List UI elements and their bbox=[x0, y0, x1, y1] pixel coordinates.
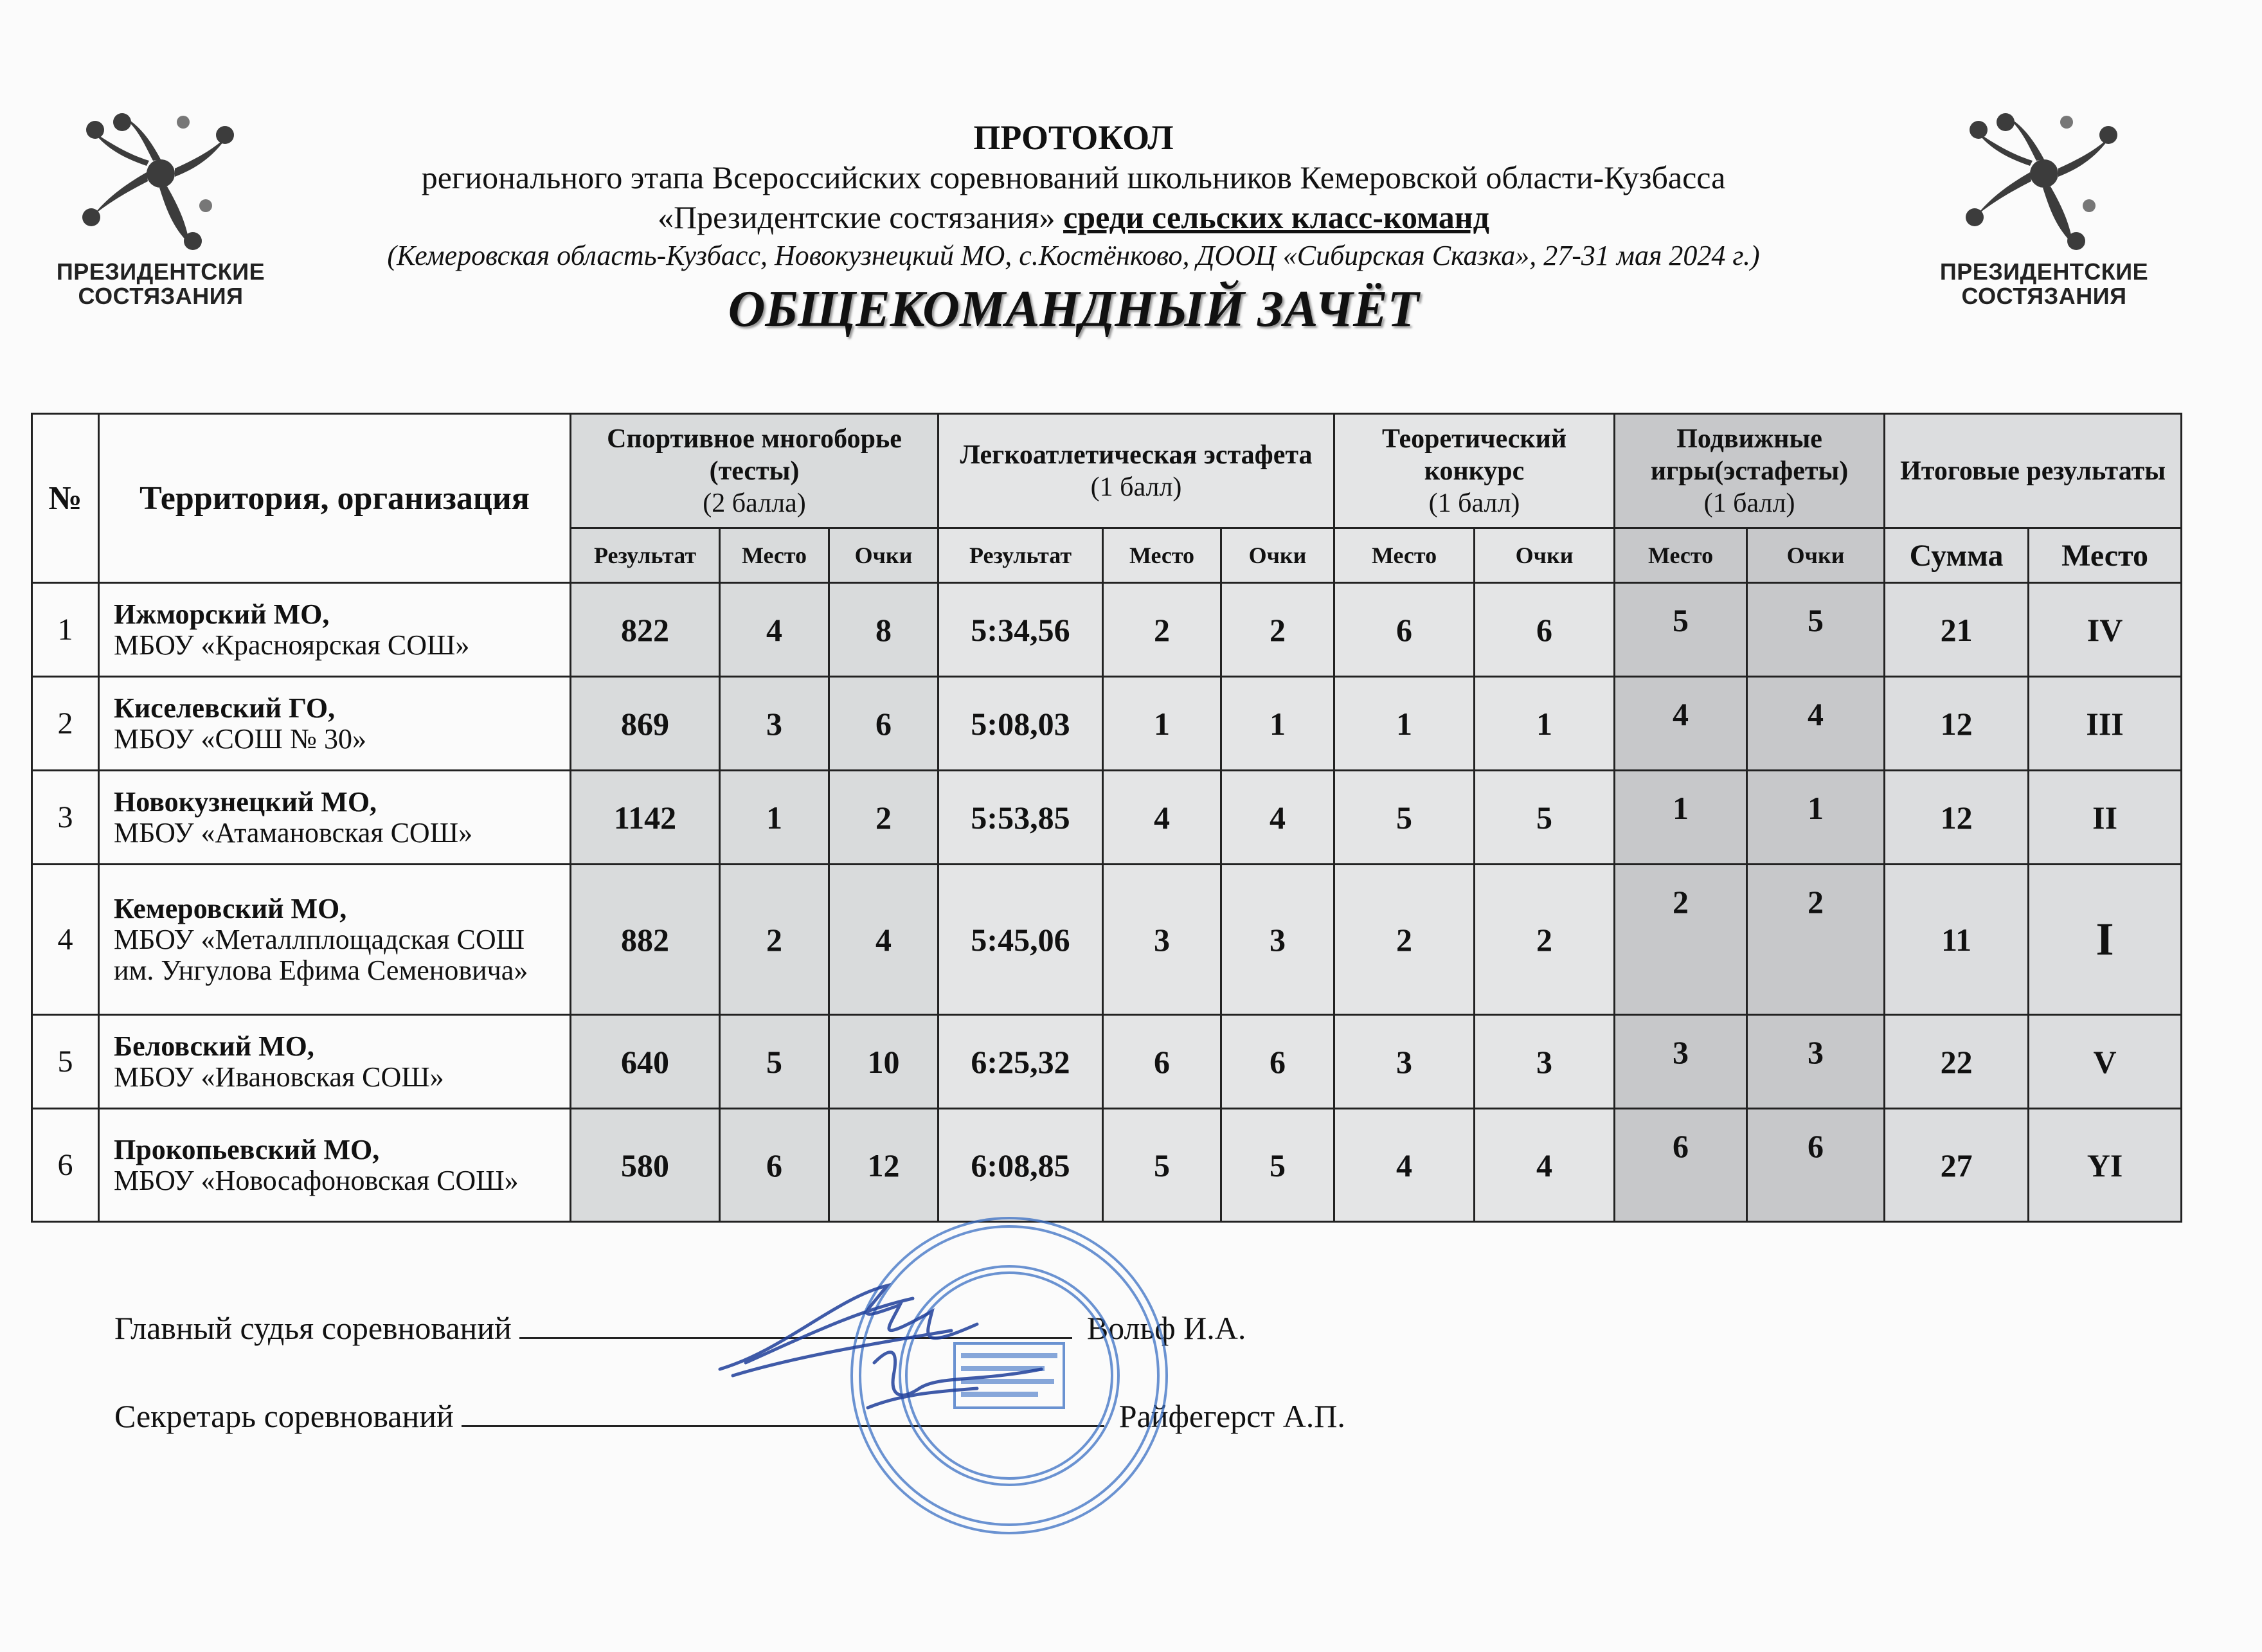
cell-relay-result: 5:45,06 bbox=[938, 865, 1103, 1015]
heading-line2 bbox=[270, 197, 1877, 237]
cell-games-place: 4 bbox=[1615, 677, 1747, 771]
row-organization bbox=[99, 677, 571, 771]
cell-multi-result: 869 bbox=[571, 677, 720, 771]
document-heading bbox=[270, 118, 1877, 341]
cell-multi-place: 2 bbox=[720, 865, 829, 1015]
cell-relay-place: 2 bbox=[1103, 583, 1221, 677]
cell-relay-result: 5:08,03 bbox=[938, 677, 1103, 771]
cell-final-place: IV bbox=[2029, 583, 2182, 677]
row-organization bbox=[99, 583, 571, 677]
row-organization bbox=[99, 1015, 571, 1109]
cell-theory-points: 3 bbox=[1475, 1015, 1615, 1109]
header-group-multisport bbox=[571, 414, 938, 528]
sub-place: Место bbox=[720, 528, 829, 583]
cell-relay-place: 1 bbox=[1103, 677, 1221, 771]
group-title: Теоретический конкурс bbox=[1382, 424, 1567, 486]
cell-final-place: I bbox=[2029, 865, 2182, 1015]
row-organization bbox=[99, 1109, 571, 1222]
header-group-relay bbox=[938, 414, 1334, 528]
row-territory: Ижморский МО, bbox=[114, 598, 330, 630]
cell-relay-points: 6 bbox=[1221, 1015, 1334, 1109]
cell-multi-points: 8 bbox=[829, 583, 938, 677]
cell-multi-place: 5 bbox=[720, 1015, 829, 1109]
cell-final-place: V bbox=[2029, 1015, 2182, 1109]
cell-theory-points: 6 bbox=[1475, 583, 1615, 677]
row-num: 2 bbox=[32, 677, 99, 771]
cell-sum: 11 bbox=[1885, 865, 2029, 1015]
logo-left bbox=[55, 96, 267, 341]
cell-relay-result: 6:08,85 bbox=[938, 1109, 1103, 1222]
sub-points: Очки bbox=[1475, 528, 1615, 583]
row-num: 6 bbox=[32, 1109, 99, 1222]
sub-final-place: Место bbox=[2029, 528, 2182, 583]
cell-multi-points: 12 bbox=[829, 1109, 938, 1222]
logo-text-line2: СОСТЯЗАНИЯ bbox=[78, 283, 244, 309]
cell-final-place: III bbox=[2029, 677, 2182, 771]
emblem-icon bbox=[1961, 96, 2128, 251]
heading-location: (Кемеровская область-Кузбасс, Новокузнецкий МО, с.Костёнково, ДООЦ «Сибирская Сказка», 27-31 мая 2024 г.) bbox=[387, 240, 1760, 271]
cell-multi-place: 3 bbox=[720, 677, 829, 771]
cell-theory-points: 2 bbox=[1475, 865, 1615, 1015]
row-num: 1 bbox=[32, 583, 99, 677]
cell-games-points: 5 bbox=[1747, 583, 1885, 677]
group-points: (1 балл) bbox=[1703, 488, 1795, 518]
cell-multi-result: 640 bbox=[571, 1015, 720, 1109]
cell-relay-result: 5:34,56 bbox=[938, 583, 1103, 677]
logo-text-line2: СОСТЯЗАНИЯ bbox=[1961, 283, 2127, 309]
cell-theory-place: 3 bbox=[1334, 1015, 1475, 1109]
group-title: Легкоатлетическая эстафета bbox=[960, 440, 1313, 470]
results-table bbox=[31, 413, 2182, 1223]
cell-games-place: 6 bbox=[1615, 1109, 1747, 1222]
cell-relay-points: 4 bbox=[1221, 771, 1334, 865]
group-title: Подвижные игры(эстафеты) bbox=[1650, 424, 1849, 486]
cell-games-points: 1 bbox=[1747, 771, 1885, 865]
cell-relay-points: 2 bbox=[1221, 583, 1334, 677]
group-title: Спортивное многоборье (тесты) bbox=[607, 424, 902, 486]
cell-sum: 12 bbox=[1885, 677, 2029, 771]
cell-relay-place: 6 bbox=[1103, 1015, 1221, 1109]
secretary-name: Райфегерст А.П. bbox=[1118, 1398, 1345, 1434]
row-school: МБОУ «Металлплощадская СОШ им. Унгулова Ефима Семеновича» bbox=[114, 923, 528, 986]
group-title: Итоговые результаты bbox=[1900, 456, 2166, 486]
cell-relay-place: 3 bbox=[1103, 865, 1221, 1015]
sub-points: Очки bbox=[829, 528, 938, 583]
cell-theory-place: 6 bbox=[1334, 583, 1475, 677]
cell-relay-points: 3 bbox=[1221, 865, 1334, 1015]
cell-theory-place: 5 bbox=[1334, 771, 1475, 865]
logo-text-line1: ПРЕЗИДЕНТСКИЕ bbox=[1939, 258, 2149, 285]
row-num: 4 bbox=[32, 865, 99, 1015]
cell-games-place: 3 bbox=[1615, 1015, 1747, 1109]
cell-games-points: 4 bbox=[1747, 677, 1885, 771]
header-num: № bbox=[32, 414, 99, 583]
cell-games-points: 2 bbox=[1747, 865, 1885, 1015]
cell-theory-place: 4 bbox=[1334, 1109, 1475, 1222]
cell-relay-points: 5 bbox=[1221, 1109, 1334, 1222]
group-points: (1 балл) bbox=[1090, 472, 1182, 502]
judge-label: Главный судья соревнований bbox=[114, 1310, 512, 1346]
row-num: 3 bbox=[32, 771, 99, 865]
cell-theory-points: 5 bbox=[1475, 771, 1615, 865]
cell-games-points: 6 bbox=[1747, 1109, 1885, 1222]
cell-multi-points: 2 bbox=[829, 771, 938, 865]
cell-multi-result: 1142 bbox=[571, 771, 720, 865]
row-territory: Прокопьевский МО, bbox=[114, 1133, 380, 1165]
logo-text-line1: ПРЕЗИДЕНТСКИЕ bbox=[56, 258, 265, 285]
cell-multi-result: 882 bbox=[571, 865, 720, 1015]
cell-multi-points: 4 bbox=[829, 865, 938, 1015]
heading-line2-prefix: «Президентские состязания» bbox=[658, 199, 1064, 235]
cell-relay-points: 1 bbox=[1221, 677, 1334, 771]
row-school: МБОУ «Ивановская СОШ» bbox=[114, 1061, 444, 1093]
cell-relay-place: 5 bbox=[1103, 1109, 1221, 1222]
cell-relay-result: 6:25,32 bbox=[938, 1015, 1103, 1109]
row-school: МБОУ «Атамановская СОШ» bbox=[114, 816, 473, 848]
cell-multi-place: 1 bbox=[720, 771, 829, 865]
cell-games-place: 2 bbox=[1615, 865, 1747, 1015]
group-points: (1 балл) bbox=[1428, 488, 1520, 518]
header-group-theory bbox=[1334, 414, 1615, 528]
cell-sum: 22 bbox=[1885, 1015, 2029, 1109]
group-points: (2 балла) bbox=[703, 488, 806, 518]
row-school: МБОУ «СОШ № 30» bbox=[114, 723, 367, 755]
row-organization bbox=[99, 771, 571, 865]
cell-games-place: 1 bbox=[1615, 771, 1747, 865]
table-row bbox=[32, 677, 2182, 771]
cell-games-points: 3 bbox=[1747, 1015, 1885, 1109]
sub-points: Очки bbox=[1747, 528, 1885, 583]
secretary-label: Секретарь соревнований bbox=[114, 1398, 454, 1434]
cell-sum: 12 bbox=[1885, 771, 2029, 865]
table-row bbox=[32, 865, 2182, 1015]
sub-place: Место bbox=[1334, 528, 1475, 583]
header-group-games bbox=[1615, 414, 1885, 528]
cell-theory-place: 1 bbox=[1334, 677, 1475, 771]
table-row bbox=[32, 1015, 2182, 1109]
cell-theory-points: 1 bbox=[1475, 677, 1615, 771]
cell-multi-place: 4 bbox=[720, 583, 829, 677]
sub-result: Результат bbox=[571, 528, 720, 583]
cell-multi-result: 580 bbox=[571, 1109, 720, 1222]
cell-relay-place: 4 bbox=[1103, 771, 1221, 865]
table-row bbox=[32, 1109, 2182, 1222]
cell-theory-place: 2 bbox=[1334, 865, 1475, 1015]
heading-line1: регионального этапа Всероссийских соревнований школьников Кемеровской области-Кузбасса bbox=[421, 159, 1726, 195]
handwritten-signature-icon bbox=[707, 1273, 1067, 1427]
protocol-title: ПРОТОКОЛ bbox=[973, 118, 1174, 157]
row-organization bbox=[99, 865, 571, 1015]
logo-right bbox=[1938, 96, 2150, 341]
sub-points: Очки bbox=[1221, 528, 1334, 583]
sub-place: Место bbox=[1615, 528, 1747, 583]
row-territory: Кемеровский МО, bbox=[114, 892, 347, 924]
cell-multi-points: 10 bbox=[829, 1015, 938, 1109]
cell-sum: 27 bbox=[1885, 1109, 2029, 1222]
row-territory: Беловский МО, bbox=[114, 1030, 314, 1062]
cell-games-place: 5 bbox=[1615, 583, 1747, 677]
cell-final-place: II bbox=[2029, 771, 2182, 865]
emblem-icon bbox=[77, 96, 244, 251]
big-title: ОБЩЕКОМАНДНЫЙ ЗАЧЁТ bbox=[728, 281, 1419, 337]
heading-line2-underlined: среди сельских класс-команд bbox=[1063, 199, 1489, 235]
table-row bbox=[32, 583, 2182, 677]
header-territory: Территория, организация bbox=[99, 414, 571, 583]
header-group-totals bbox=[1885, 414, 2182, 528]
cell-multi-points: 6 bbox=[829, 677, 938, 771]
cell-theory-points: 4 bbox=[1475, 1109, 1615, 1222]
row-territory: Новокузнецкий МО, bbox=[114, 786, 377, 818]
sub-result: Результат bbox=[938, 528, 1103, 583]
cell-relay-result: 5:53,85 bbox=[938, 771, 1103, 865]
cell-final-place: YI bbox=[2029, 1109, 2182, 1222]
sub-sum: Сумма bbox=[1885, 528, 2029, 583]
cell-sum: 21 bbox=[1885, 583, 2029, 677]
cell-multi-result: 822 bbox=[571, 583, 720, 677]
table-row bbox=[32, 771, 2182, 865]
row-school: МБОУ «Новосафоновская СОШ» bbox=[114, 1164, 519, 1196]
sub-place: Место bbox=[1103, 528, 1221, 583]
row-num: 5 bbox=[32, 1015, 99, 1109]
judge-name: Вольф И.А. bbox=[1086, 1310, 1246, 1346]
row-school: МБОУ «Красноярская СОШ» bbox=[114, 629, 470, 661]
table-header-row bbox=[32, 414, 2182, 528]
row-territory: Киселевский ГО, bbox=[114, 692, 336, 724]
cell-multi-place: 6 bbox=[720, 1109, 829, 1222]
